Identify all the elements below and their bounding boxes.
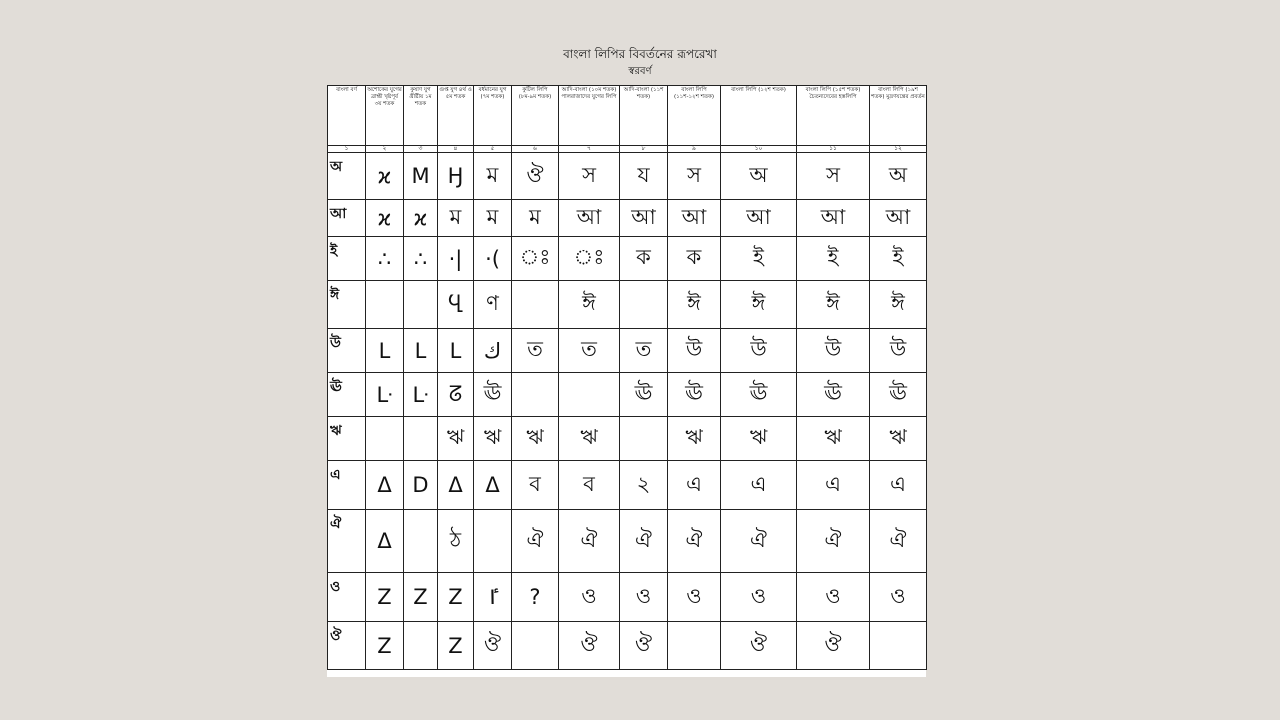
- header-row: [328, 86, 927, 146]
- letter-form: ?: [512, 573, 559, 622]
- letter-form: ᒷ: [404, 373, 438, 417]
- letter-form: এ: [797, 461, 870, 510]
- letter-form: ও: [620, 573, 668, 622]
- letter-form: L: [404, 329, 438, 373]
- letter-form: ᘔ: [438, 373, 474, 417]
- bengali-letter: ই: [328, 237, 366, 281]
- bengali-letter: ও: [328, 573, 366, 622]
- letter-form: ঐ: [797, 510, 870, 573]
- letter-form: ঐ: [870, 510, 927, 573]
- letter-form: ত: [620, 329, 668, 373]
- column-header: বর্ধমানের যুগ (৭ম শতক): [474, 86, 512, 146]
- column-number: ৪: [438, 146, 474, 153]
- letter-form: Ӈ: [438, 153, 474, 200]
- letter-form: ম: [474, 200, 512, 237]
- letter-form: ণ: [474, 281, 512, 329]
- letter-form: ∴: [404, 237, 438, 281]
- bengali-letter: উ: [328, 329, 366, 373]
- column-header: বাংলা লিপি (১১শ-১২শ শতক): [668, 86, 721, 146]
- bengali-letter: ঔ: [328, 622, 366, 670]
- letter-form: ব: [559, 461, 620, 510]
- letter-form: আ: [870, 200, 927, 237]
- letter-form: [404, 417, 438, 461]
- letter-form: Ⴁ: [438, 281, 474, 329]
- letter-form: ঋ: [668, 417, 721, 461]
- letter-form: ঋ: [559, 417, 620, 461]
- letter-form: Δ: [366, 461, 404, 510]
- letter-form: [366, 281, 404, 329]
- table-body: [328, 153, 927, 670]
- table-row: [328, 373, 927, 417]
- column-header: আদি-বাংলা (১১শ শতক): [620, 86, 668, 146]
- letter-form: ঋ: [438, 417, 474, 461]
- letter-form: D: [404, 461, 438, 510]
- column-number: ১০: [721, 146, 797, 153]
- column-number: ৭: [559, 146, 620, 153]
- letter-form: এ: [870, 461, 927, 510]
- letter-form: ম: [474, 153, 512, 200]
- letter-form: [870, 622, 927, 670]
- letter-form: ঠ: [438, 510, 474, 573]
- letter-form: ত: [512, 329, 559, 373]
- column-header: অশোকের যুগের ব্রাহ্মী খৃষ্টপূর্ব ৩য় শতক: [366, 86, 404, 146]
- letter-form: স: [559, 153, 620, 200]
- column-number: ৫: [474, 146, 512, 153]
- letter-form: আ: [721, 200, 797, 237]
- letter-form: ঐ: [668, 510, 721, 573]
- letter-form: ঋ: [474, 417, 512, 461]
- letter-form: [404, 622, 438, 670]
- column-header: গুপ্ত যুগ ৪র্থ ও ৫ম শতক: [438, 86, 474, 146]
- letter-form: ও: [870, 573, 927, 622]
- letter-form: ক: [668, 237, 721, 281]
- letter-form: L: [366, 329, 404, 373]
- letter-form: ও: [797, 573, 870, 622]
- letter-form: [404, 281, 438, 329]
- letter-form: [512, 622, 559, 670]
- column-number: ২: [366, 146, 404, 153]
- letter-form: [559, 373, 620, 417]
- letter-form: ঊ: [474, 373, 512, 417]
- bengali-letter: আ: [328, 200, 366, 237]
- letter-form: ᒷ: [366, 373, 404, 417]
- letter-form: ঊ: [870, 373, 927, 417]
- letter-form: ঈ: [870, 281, 927, 329]
- letter-form: [512, 281, 559, 329]
- letter-form: ঋ: [512, 417, 559, 461]
- letter-form: [620, 281, 668, 329]
- letter-form: ঋ: [797, 417, 870, 461]
- bengali-letter: অ: [328, 153, 366, 200]
- column-number: ৮: [620, 146, 668, 153]
- letter-form: ∴: [366, 237, 404, 281]
- letter-form: ঊ: [620, 373, 668, 417]
- letter-form: আ: [620, 200, 668, 237]
- letter-form: Δ: [474, 461, 512, 510]
- letter-form: [366, 417, 404, 461]
- letter-form: [404, 510, 438, 573]
- letter-form: Z: [366, 573, 404, 622]
- table-row: [328, 153, 927, 200]
- table-row: [328, 461, 927, 510]
- letter-form: উ: [797, 329, 870, 373]
- letter-form: Z: [404, 573, 438, 622]
- letter-form: ঃ: [559, 237, 620, 281]
- table-row: [328, 237, 927, 281]
- letter-form: ·(: [474, 237, 512, 281]
- letter-form: ই: [797, 237, 870, 281]
- letter-form: য: [620, 153, 668, 200]
- letter-form: ঋ: [870, 417, 927, 461]
- letter-form: অ: [721, 153, 797, 200]
- letter-form: ও: [721, 573, 797, 622]
- letter-form: [474, 510, 512, 573]
- column-header: বাংলা লিপি (১৫শ শতক) চৈতন্যদেবের হস্তলিপি: [797, 86, 870, 146]
- bengali-letter: ঐ: [328, 510, 366, 573]
- letter-form: [620, 417, 668, 461]
- letter-form: ত: [559, 329, 620, 373]
- letter-form: Δ: [438, 461, 474, 510]
- letter-form: ঔ: [474, 622, 512, 670]
- letter-form: উ: [668, 329, 721, 373]
- letter-form: ঔ: [620, 622, 668, 670]
- letter-form: ঊ: [668, 373, 721, 417]
- letter-form: ᒪ: [438, 329, 474, 373]
- script-table: [327, 85, 927, 670]
- letter-form: Z: [366, 622, 404, 670]
- bengali-letter: ঋ: [328, 417, 366, 461]
- letter-form: ٵ: [474, 573, 512, 622]
- letter-form: ঃ: [512, 237, 559, 281]
- letter-form: ই: [721, 237, 797, 281]
- letter-form: ঊ: [797, 373, 870, 417]
- bengali-letter: এ: [328, 461, 366, 510]
- column-header: কুষাণ যুগ খ্রীষ্টীয় ১ম শতক: [404, 86, 438, 146]
- column-number: ৯: [668, 146, 721, 153]
- table-row: [328, 417, 927, 461]
- letter-form: উ: [870, 329, 927, 373]
- letter-form: M: [404, 153, 438, 200]
- letter-form: ঋ: [721, 417, 797, 461]
- document-subtitle: স্বরবর্ণ: [628, 66, 652, 77]
- letter-form: ঔ: [721, 622, 797, 670]
- column-number-row: [328, 146, 927, 153]
- letter-form: Δ: [366, 510, 404, 573]
- letter-form: [512, 373, 559, 417]
- column-header: বাংলা লিপি (১৯শ শতক) মুদ্রণযন্ত্রের প্রবর্তন: [870, 86, 927, 146]
- letter-form: ঐ: [559, 510, 620, 573]
- letter-form: আ: [668, 200, 721, 237]
- column-header: কুটিল লিপি (৮ম-৯ম শতক): [512, 86, 559, 146]
- letter-form: ব: [512, 461, 559, 510]
- bengali-letter: ঈ: [328, 281, 366, 329]
- letter-form: ও: [668, 573, 721, 622]
- document-title: বাংলা লিপির বিবর্তনের রূপরেখা: [563, 47, 717, 61]
- letter-form: ই: [870, 237, 927, 281]
- letter-form: ϰ: [404, 200, 438, 237]
- column-number: ৩: [404, 146, 438, 153]
- letter-form: ·|: [438, 237, 474, 281]
- table-row: [328, 281, 927, 329]
- letter-form: ঈ: [559, 281, 620, 329]
- table-row: [328, 200, 927, 237]
- letter-form: অ: [870, 153, 927, 200]
- letter-form: Z: [438, 622, 474, 670]
- letter-form: ক: [620, 237, 668, 281]
- column-number: ১১: [797, 146, 870, 153]
- letter-form: ২: [620, 461, 668, 510]
- letter-form: স: [668, 153, 721, 200]
- letter-form: ঔ: [512, 153, 559, 200]
- letter-form: এ: [668, 461, 721, 510]
- letter-form: স: [797, 153, 870, 200]
- script-evolution-chart: [327, 85, 926, 677]
- letter-form: ঈ: [668, 281, 721, 329]
- column-number: ১: [328, 146, 366, 153]
- letter-form: ঈ: [721, 281, 797, 329]
- letter-form: ঐ: [620, 510, 668, 573]
- letter-form: ঔ: [559, 622, 620, 670]
- bengali-letter: ঊ: [328, 373, 366, 417]
- letter-form: ϰ: [366, 153, 404, 200]
- letter-form: ك: [474, 329, 512, 373]
- letter-form: Z: [438, 573, 474, 622]
- letter-form: উ: [721, 329, 797, 373]
- table-row: [328, 510, 927, 573]
- column-number: ১২: [870, 146, 927, 153]
- column-header: বাংলা লিপি (১২শ শতক): [721, 86, 797, 146]
- letter-form: আ: [797, 200, 870, 237]
- letter-form: ম: [438, 200, 474, 237]
- table-row: [328, 573, 927, 622]
- letter-form: ঔ: [797, 622, 870, 670]
- letter-form: ও: [559, 573, 620, 622]
- letter-form: এ: [721, 461, 797, 510]
- letter-form: ঐ: [721, 510, 797, 573]
- column-header: বাংলা বর্ণ: [328, 86, 366, 146]
- letter-form: ঈ: [797, 281, 870, 329]
- letter-form: ম: [512, 200, 559, 237]
- letter-form: ঐ: [512, 510, 559, 573]
- letter-form: আ: [559, 200, 620, 237]
- letter-form: [668, 622, 721, 670]
- table-row: [328, 622, 927, 670]
- column-number: ৬: [512, 146, 559, 153]
- table-row: [328, 329, 927, 373]
- column-header: আদি-বাংলা (১০ম শতক) পালরাজাদের যুগের লিপি: [559, 86, 620, 146]
- letter-form: ঊ: [721, 373, 797, 417]
- letter-form: ϰ: [366, 200, 404, 237]
